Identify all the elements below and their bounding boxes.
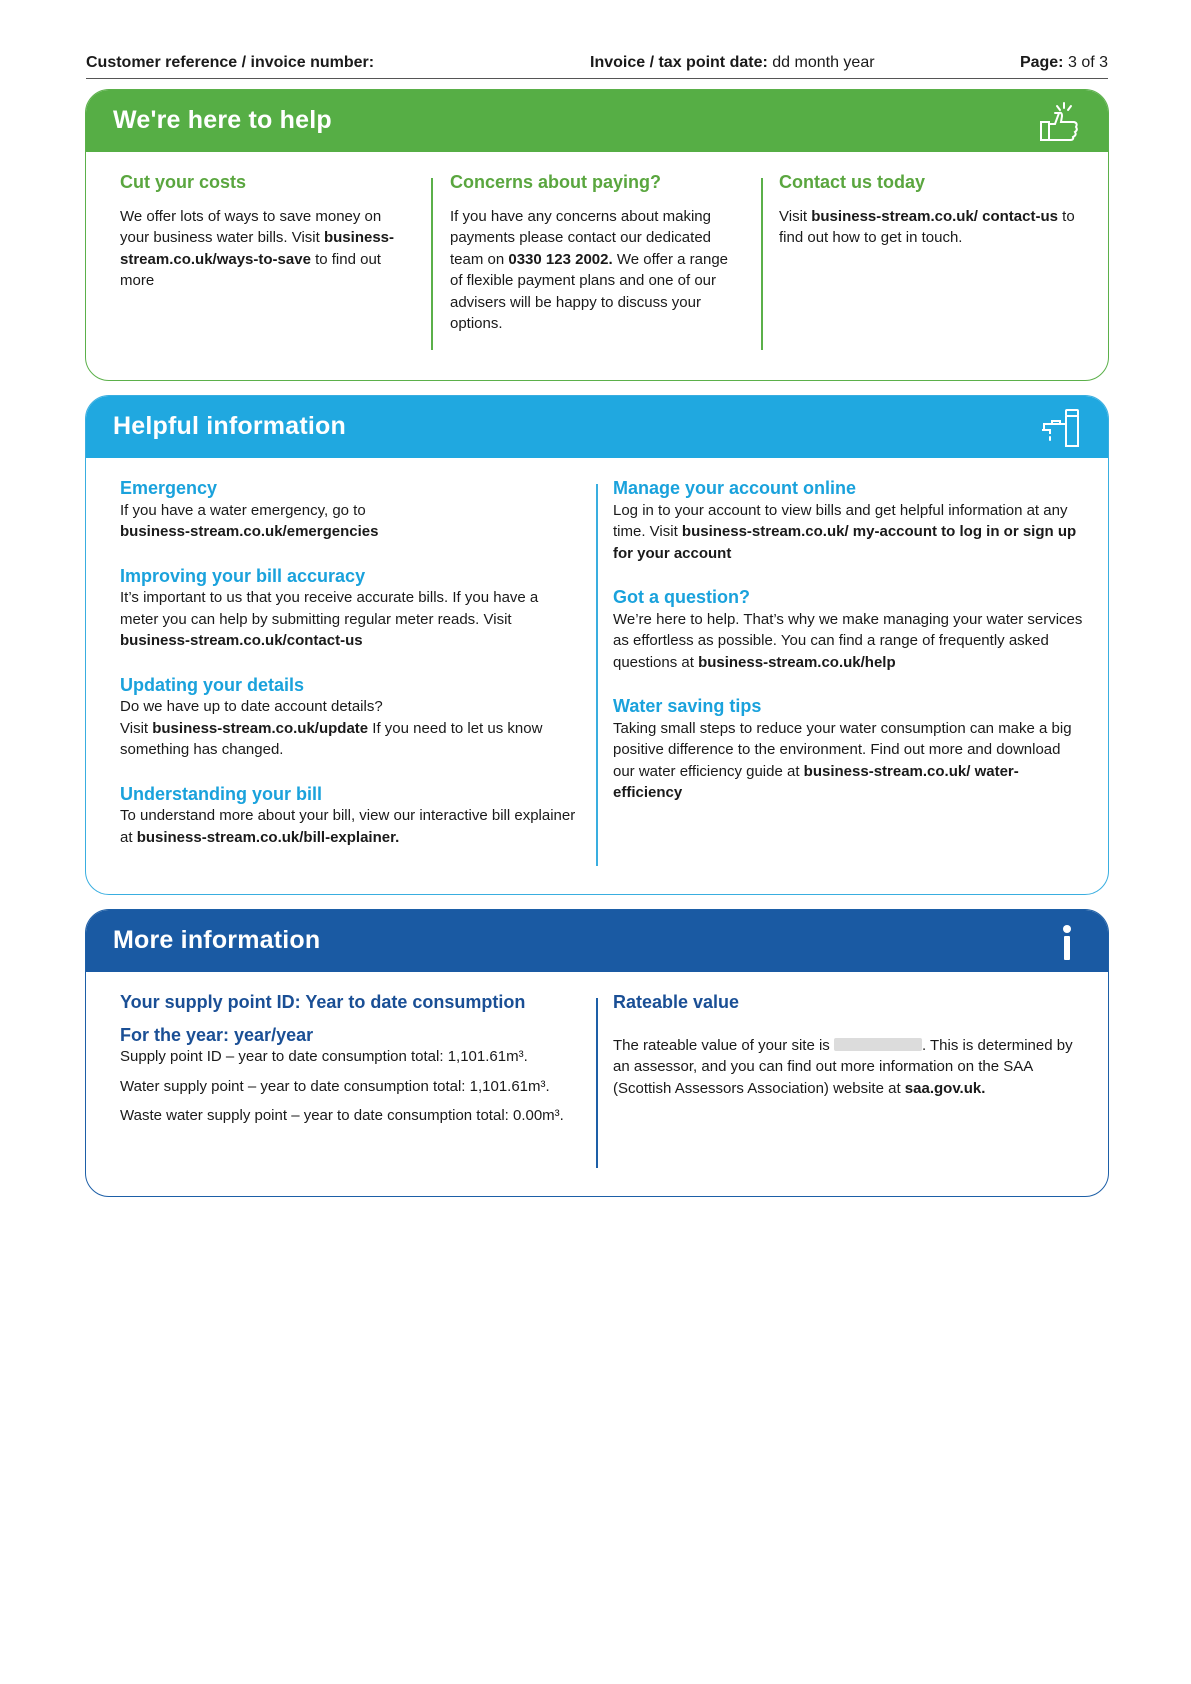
more-panel (85, 909, 1109, 1197)
details-heading: Updating your details (120, 674, 305, 695)
tips-heading: Water saving tips (613, 696, 762, 716)
saa-link[interactable]: saa.gov.uk. (904, 1079, 986, 1097)
cut-costs-section (120, 172, 412, 292)
helpful-right-column (613, 478, 1083, 804)
page-number: Page: 3 of 3 (1019, 54, 1108, 71)
helpful-panel (85, 395, 1109, 895)
accuracy-text: It’s important to us that you receive accurate bills. If you have a meter you can help by submitting regular meter reads. Visit business-stream.co.uk/contact-us (120, 589, 539, 649)
accuracy-heading: Improving your bill accuracy (120, 565, 366, 586)
ways-to-save-link[interactable]: business-stream.co.uk/ways-to-save (120, 229, 395, 268)
rateable-section (613, 992, 1083, 1099)
more-title: More information (113, 926, 321, 954)
emergency-heading: Emergency (120, 478, 218, 498)
redacted-value (834, 1038, 922, 1051)
help-panel (85, 89, 1109, 381)
helpful-band (86, 396, 1108, 458)
water-efficiency-link[interactable]: business-stream.co.uk/ water-efficiency (613, 762, 1019, 801)
supply-year: For the year: year/year (120, 1024, 314, 1045)
contact-section (779, 172, 1079, 249)
help-divider-2 (761, 178, 763, 350)
bill-explainer-link[interactable]: business-stream.co.uk/bill-explainer. (136, 828, 400, 846)
update-link[interactable]: business-stream.co.uk/update (152, 719, 369, 737)
my-account-link[interactable]: business-stream.co.uk/ my-account (681, 523, 937, 540)
concerns-section (450, 172, 742, 335)
supply-line-2: Water supply point – year to date consumption total: 1,101.61m³. (120, 1077, 550, 1095)
supply-line-3: Waste water supply point – year to date consumption total: 0.00m³. (120, 1107, 564, 1124)
page-header (86, 50, 1108, 79)
info-icon (1038, 920, 1082, 964)
customer-reference-label: Customer reference / invoice number: (86, 54, 375, 71)
contact-us-link[interactable]: business-stream.co.uk/ contact-us (811, 207, 1058, 225)
manage-heading: Manage your account online (613, 478, 857, 498)
more-band (86, 910, 1108, 972)
helpful-left-column (120, 478, 580, 848)
rateable-text: The rateable value of your site is . This is determined by an assessor, and you can find out more information on the SAA (Scottish Assessors Association) website at saa.gov.uk. (613, 1036, 1073, 1097)
invoice-date: Invoice / tax point date: dd month year (590, 54, 875, 71)
help-title: We're here to help (113, 106, 332, 134)
manage-text: Log in to your account to view bills and get helpful information at any time. Visit business-stream.co.uk/ my-account to log in or sign up for your account (613, 501, 1077, 562)
supply-section (120, 992, 582, 1127)
help-link[interactable]: business-stream.co.uk/help (698, 653, 896, 671)
water-tap-icon (1038, 406, 1082, 450)
rateable-heading: Rateable value (613, 992, 740, 1012)
supply-line-1: Supply point ID – year to date consumption total: 1,101.61m³. (120, 1048, 528, 1065)
question-heading: Got a question? (613, 587, 750, 607)
helpful-divider (596, 484, 598, 866)
concerns-text: If you have any concerns about making payments please contact our dedicated team on 0330 123 2002. We offer a range of flexible payment plans and one of our advisers will be happy to discuss your options. (450, 207, 729, 332)
help-divider-1 (431, 178, 433, 350)
understanding-heading: Understanding your bill (120, 783, 323, 804)
concerns-heading: Concerns about paying? (450, 172, 662, 192)
help-band (86, 90, 1108, 152)
cut-costs-text: We offer lots of ways to save money on your business water bills. Visit business-stream.co.uk/ways-to-save to find out more (120, 207, 395, 289)
cut-costs-heading: Cut your costs (120, 172, 247, 192)
details-text: Do we have up to date account details? Visit business-stream.co.uk/update If you need to let us know something has changed. (120, 698, 543, 758)
contact-heading: Contact us today (779, 172, 926, 192)
phone-number: 0330 123 2002. (508, 250, 613, 268)
emergencies-link[interactable]: business-stream.co.uk/emergencies (120, 523, 379, 540)
emergency-text: If you have a water emergency, go to business-stream.co.uk/emergencies (120, 501, 379, 540)
question-text: We’re here to help. That’s why we make managing your water services as effortless as possible. You can find a range of frequently asked questions at business-stream.co.uk/help (613, 610, 1083, 671)
tips-text: Taking small steps to reduce your water consumption can make a big positive difference to the environment. Find out more and download our water efficiency guide at business-stream.co.uk/ water-efficiency (613, 719, 1072, 801)
helpful-title: Helpful information (113, 412, 346, 440)
supply-heading: Your supply point ID: Year to date consumption (120, 992, 526, 1012)
more-divider (596, 998, 598, 1168)
accuracy-contact-link[interactable]: business-stream.co.uk/contact-us (120, 632, 363, 649)
thumbs-up-icon (1038, 100, 1082, 144)
contact-text: Visit business-stream.co.uk/ contact-us to find out how to get in touch. (779, 207, 1075, 246)
understanding-text: To understand more about your bill, view our interactive bill explainer at business-stream.co.uk/bill-explainer. (120, 807, 576, 846)
